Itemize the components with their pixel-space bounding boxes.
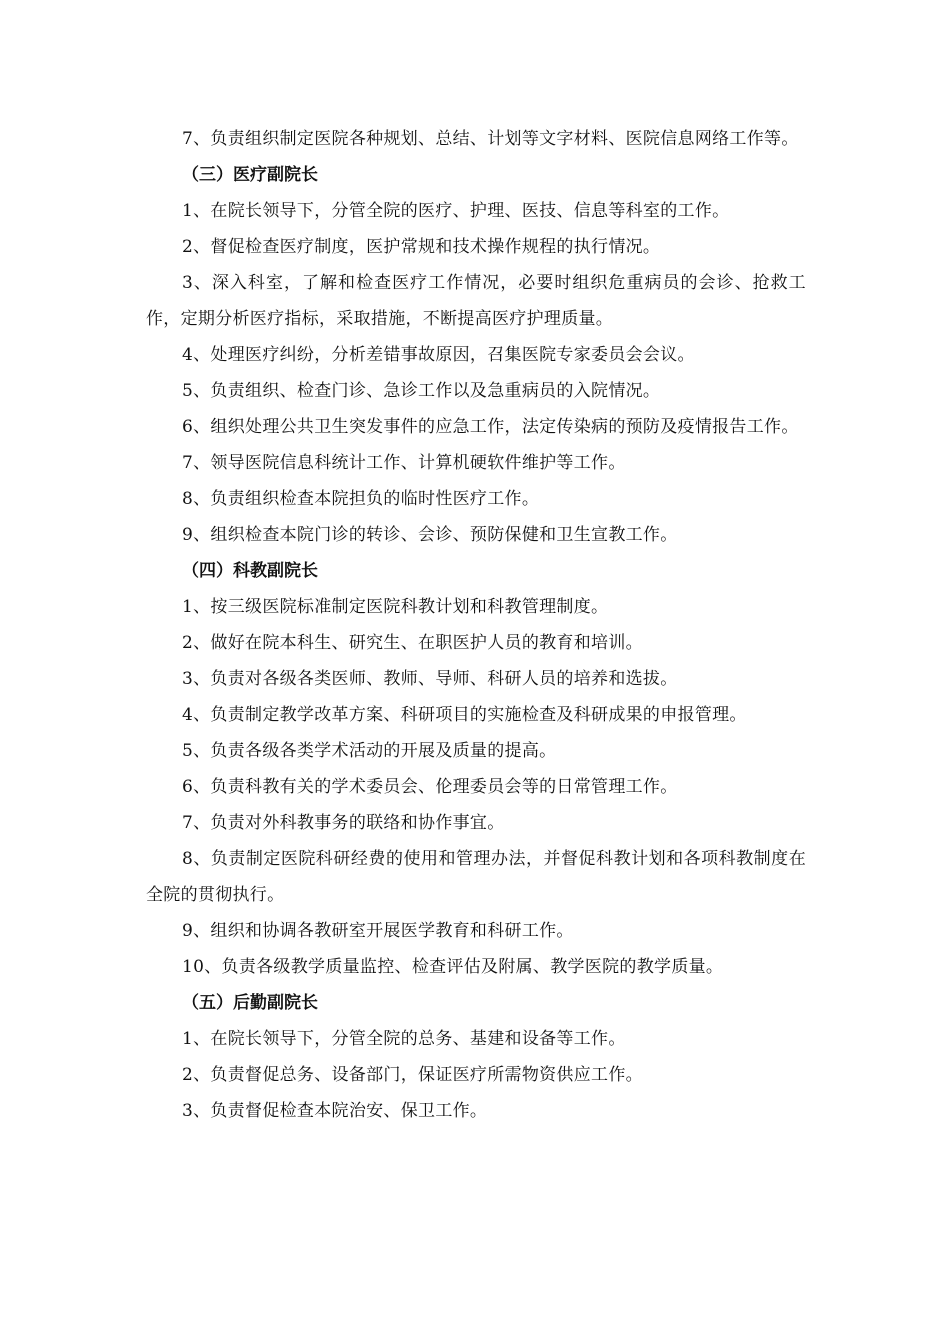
paragraph: 5、负责组织、检查门诊、急诊工作以及急重病员的入院情况。 [182,381,661,401]
document-body [146,121,806,1129]
paragraph: 7、领导医院信息科统计工作、计算机硬软件维护等工作。 [182,453,626,473]
section-heading: （四）科教副院长 [182,561,318,581]
paragraph: 9、组织和协调各教研室开展医学教育和科研工作。 [182,921,574,941]
section-heading: （五）后勤副院长 [182,993,318,1013]
paragraph: 6、组织处理公共卫生突发事件的应急工作，法定传染病的预防及疫情报告工作。 [182,417,799,437]
paragraph: 8、负责组织检查本院担负的临时性医疗工作。 [182,489,540,509]
paragraph: 4、处理医疗纠纷，分析差错事故原因，召集医院专家委员会会议。 [182,345,695,365]
paragraph: 3、负责督促检查本院治安、保卫工作。 [182,1101,488,1121]
paragraph: 7、负责对外科教事务的联络和协作事宜。 [182,813,505,833]
paragraph: 1、按三级医院标准制定医院科教计划和科教管理制度。 [182,597,609,617]
paragraph: 8、负责制定医院科研经费的使用和管理办法，并督促科教计划和各项科教制度在全院的贯彻执行。 [146,849,806,905]
paragraph: 9、组织检查本院门诊的转诊、会诊、预防保健和卫生宣教工作。 [182,525,678,545]
paragraph: 10、负责各级教学质量监控、检查评估及附属、教学医院的教学质量。 [182,957,724,977]
paragraph: 5、负责各级各类学术活动的开展及质量的提高。 [182,741,557,761]
paragraph: 7、负责组织制定医院各种规划、总结、计划等文字材料、医院信息网络工作等。 [182,129,799,149]
paragraph: 1、在院长领导下，分管全院的医疗、护理、医技、信息等科室的工作。 [182,201,730,221]
paragraph: 2、做好在院本科生、研究生、在职医护人员的教育和培训。 [182,633,643,653]
paragraph: 4、负责制定教学改革方案、科研项目的实施检查及科研成果的申报管理。 [182,705,747,725]
section-heading: （三）医疗副院长 [182,165,318,185]
paragraph: 2、督促检查医疗制度，医护常规和技术操作规程的执行情况。 [182,237,661,257]
paragraph: 6、负责科教有关的学术委员会、伦理委员会等的日常管理工作。 [182,777,678,797]
paragraph: 3、负责对各级各类医师、教师、导师、科研人员的培养和选拔。 [182,669,678,689]
paragraph: 1、在院长领导下，分管全院的总务、基建和设备等工作。 [182,1029,626,1049]
paragraph: 2、负责督促总务、设备部门，保证医疗所需物资供应工作。 [182,1065,643,1085]
paragraph: 3、深入科室，了解和检查医疗工作情况，必要时组织危重病员的会诊、抢救工作，定期分析医疗指标，采取措施，不断提高医疗护理质量。 [146,273,806,329]
